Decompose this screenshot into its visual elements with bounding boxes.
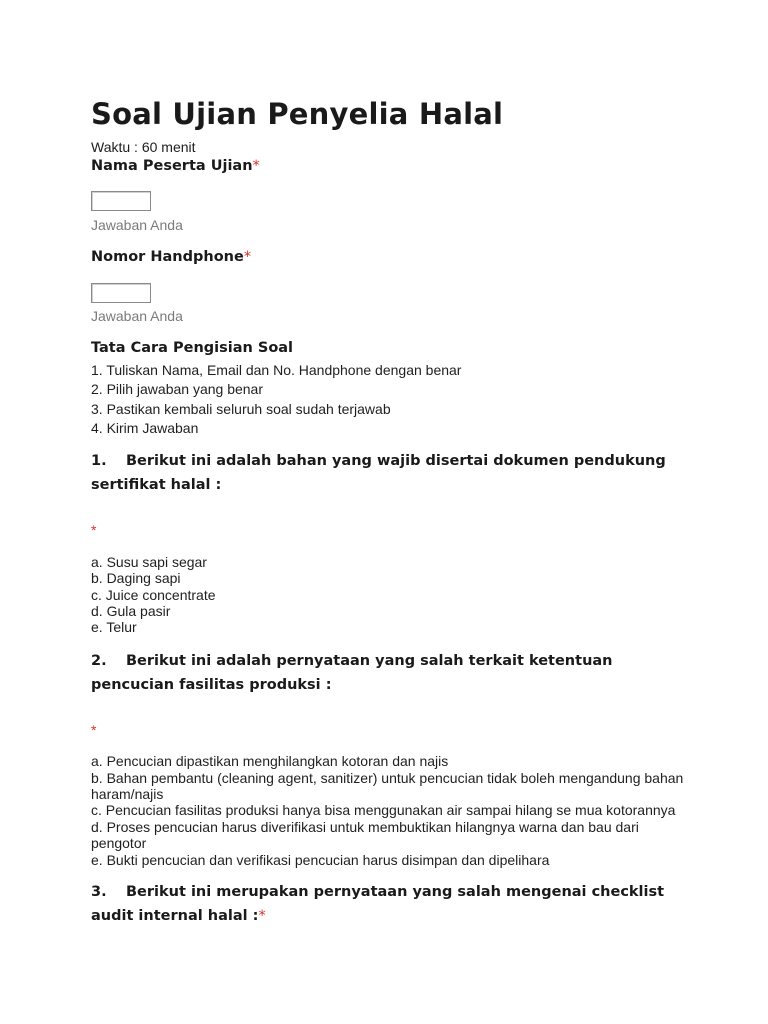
required-marker: *	[258, 908, 266, 924]
required-marker: *	[91, 722, 97, 738]
question-3-line-1-text: Berikut ini merupakan pernyataan yang salah mengenai checklist	[126, 884, 665, 900]
question-1-option: d. Gula pasir	[91, 603, 171, 619]
question-1-text	[91, 449, 681, 497]
time-limit: Waktu : 60 menit	[91, 139, 196, 155]
question-2-line-1-text: Berikut ini adalah pernyataan yang salah terkait ketentuan	[126, 653, 613, 669]
question-1-option: e. Telur	[91, 619, 137, 635]
question-2-text	[91, 649, 681, 697]
question-3-text	[91, 880, 681, 928]
question-1-number: 1.	[91, 453, 107, 469]
question-3-line-2	[91, 904, 681, 928]
instructions-title: Tata Cara Pengisian Soal	[91, 340, 294, 356]
question-1-option: b. Daging sapi	[91, 570, 181, 586]
instruction-step: 2. Pilih jawaban yang benar	[91, 381, 264, 397]
question-2-option: e. Bukti pencucian dan verifikasi pencucian harus disimpan dan dipelihara	[91, 852, 550, 868]
question-1-option: c. Juice concentrate	[91, 587, 216, 603]
required-marker: *	[243, 249, 252, 265]
name-input[interactable]	[91, 191, 151, 211]
page-title: Soal Ujian Penyelia Halal	[91, 97, 504, 131]
question-2-option: b. Bahan pembantu (cleaning agent, sanitizer) untuk pencucian tidak boleh mengandung bahan haram/najis	[91, 770, 684, 802]
question-2-option: c. Pencucian fasilitas produksi hanya bisa menggunakan air sampai hilang se mua kotorannya	[91, 802, 676, 818]
question-1-option: a. Susu sapi segar	[91, 554, 207, 570]
phone-field-label-text: Nomor Handphone	[91, 249, 244, 265]
instruction-step: 1. Tuliskan Nama, Email dan No. Handphone dengan benar	[91, 362, 462, 378]
name-field-label	[91, 158, 260, 174]
question-2-option: a. Pencucian dipastikan menghilangkan kotoran dan najis	[91, 753, 449, 769]
question-3-line-2-text: audit internal halal :	[91, 908, 259, 924]
question-3-line-1	[91, 880, 681, 904]
question-1-line-2: sertifikat halal :	[91, 477, 222, 493]
instruction-step: 4. Kirim Jawaban	[91, 420, 199, 436]
question-2-option: d. Proses pencucian harus diverifikasi untuk membuktikan hilangnya warna dan bau dari pengotor	[91, 819, 639, 851]
phone-input-hint: Jawaban Anda	[91, 308, 183, 324]
required-marker: *	[252, 158, 260, 174]
question-2-number: 2.	[91, 653, 107, 669]
instruction-step: 3. Pastikan kembali seluruh soal sudah terjawab	[91, 401, 391, 417]
name-field-label-text: Nama Peserta Ujian	[91, 158, 253, 174]
question-1-line-1-text: Berikut ini adalah bahan yang wajib disertai dokumen pendukung	[126, 453, 666, 469]
name-input-hint: Jawaban Anda	[91, 217, 183, 233]
question-3-number: 3.	[91, 884, 107, 900]
phone-field-label	[91, 249, 251, 265]
required-marker: *	[91, 522, 97, 538]
phone-input[interactable]	[91, 283, 151, 303]
question-2-line-1	[91, 649, 681, 673]
question-2-line-2: pencucian fasilitas produksi :	[91, 677, 332, 693]
question-1-line-1	[91, 449, 681, 473]
